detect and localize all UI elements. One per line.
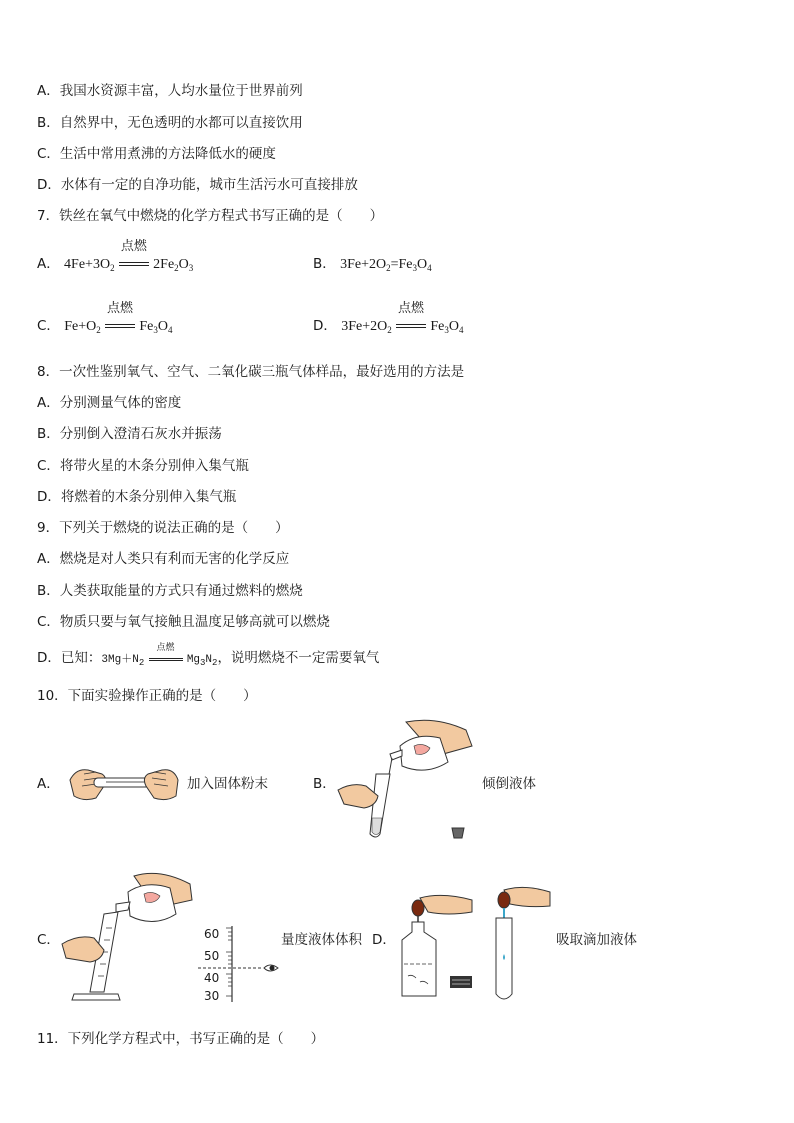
q9-d-suffix: ，说明燃烧不一定需要氧气	[217, 650, 380, 666]
q7-c-products: Fe	[139, 319, 154, 334]
q6-option-c: C．生活中常用煮沸的方法降低水的硬度	[37, 146, 276, 162]
q9-option-c: C．物质只要与氧气接触且温度足够高就可以燃烧	[37, 614, 330, 630]
q7-option-d-label: D．	[313, 318, 337, 334]
q10-option-b-label: B．	[313, 776, 336, 792]
drip-tube-figure	[492, 884, 552, 1006]
scale-tick-40: 40	[204, 971, 220, 985]
q8-option-a: A．分别测量气体的密度	[37, 395, 182, 411]
q6-option-a: A．我国水资源丰富，人均水量位于世界前列	[37, 83, 303, 99]
add-powder-figure	[66, 758, 182, 808]
q10-option-a-text: 加入固体粉末	[187, 776, 268, 792]
q10-option-a-label: A．	[37, 776, 60, 792]
q7-option-a: A． $4Fe+3O_2$ 点燃 $2Fe_2O_3$	[37, 239, 194, 273]
q7-option-a-label: A．	[37, 256, 60, 272]
dropper-bottle-figure	[398, 892, 478, 1002]
q9-d-prefix: D．已知：	[37, 650, 102, 666]
q7-option-b: B． $3Fe+2O_2=Fe_3O_4$	[313, 256, 432, 273]
q6-option-d: D．水体有一定的自净功能，城市生活污水可直接排放	[37, 177, 358, 193]
q9-d-reactants: 3Mg＋N	[101, 654, 139, 666]
pour-liquid-figure	[336, 716, 478, 844]
q9-option-d: D．已知：$3Mg+N_2$ 点燃 $Mg_3N_2$，说明燃烧不一定需要氧气	[37, 643, 380, 668]
q10-option-d-label: D．	[372, 932, 396, 948]
q8-option-c: C．将带火星的木条分别伸入集气瓶	[37, 458, 249, 474]
q9-stem: 9．下列关于燃烧的说法正确的是（ ）	[37, 520, 289, 536]
q7-a-condition: 点燃	[119, 254, 149, 274]
q10-option-d-text: 吸取滴加液体	[556, 932, 637, 948]
q7-c-condition: 点燃	[105, 316, 135, 336]
q7-option-c: C． $Fe+O_2$ 点燃 $Fe_3O_4$	[37, 301, 173, 335]
q7-option-b-label: B．	[313, 256, 336, 272]
q9-option-b: B．人类获取能量的方式只有通过燃料的燃烧	[37, 583, 303, 599]
q7-option-d: D． $3Fe+2O_2$ 点燃 $Fe_3O_4$	[313, 301, 464, 335]
q8-option-d: D．将燃着的木条分别伸入集气瓶	[37, 489, 237, 505]
q7-b-equation: 3Fe+2O	[340, 257, 387, 272]
scale-tick-50: 50	[204, 949, 220, 963]
q7-d-reactants: 3Fe+2O	[341, 319, 388, 334]
q7-c-reactants: Fe+O	[64, 319, 97, 334]
q11-stem: 11．下列化学方程式中，书写正确的是（ ）	[37, 1031, 325, 1047]
scale-tick-30: 30	[204, 989, 220, 1003]
q7-d-condition: 点燃	[396, 316, 426, 336]
q10-option-c-label: C．	[37, 932, 60, 948]
q10-option-b-text: 倾倒液体	[482, 776, 536, 792]
q10-stem: 10．下面实验操作正确的是（ ）	[37, 688, 257, 704]
q8-stem: 8．一次性鉴别氧气、空气、二氧化碳三瓶气体样品，最好选用的方法是	[37, 364, 465, 380]
q9-d-condition: 点燃	[149, 650, 183, 670]
q7-a-products: 2Fe	[153, 257, 175, 272]
measure-cylinder-figure	[60, 868, 196, 1004]
q7-option-c-label: C．	[37, 318, 60, 334]
scale-tick-60: 60	[204, 927, 220, 941]
q9-d-products: Mg	[186, 654, 201, 666]
q6-option-b: B．自然界中，无色透明的水都可以直接饮用	[37, 115, 303, 131]
q7-a-reactants: 4Fe+3O	[64, 257, 111, 272]
q9-option-a: A．燃烧是对人类只有利而无害的化学反应	[37, 551, 290, 567]
q8-option-b: B．分别倒入澄清石灰水并振荡	[37, 426, 222, 442]
q10-option-c-text: 量度液体体积	[281, 932, 362, 948]
q7-d-products: Fe	[430, 319, 445, 334]
q7-stem: 7．铁丝在氧气中燃烧的化学方程式书写正确的是（ ）	[37, 208, 384, 224]
